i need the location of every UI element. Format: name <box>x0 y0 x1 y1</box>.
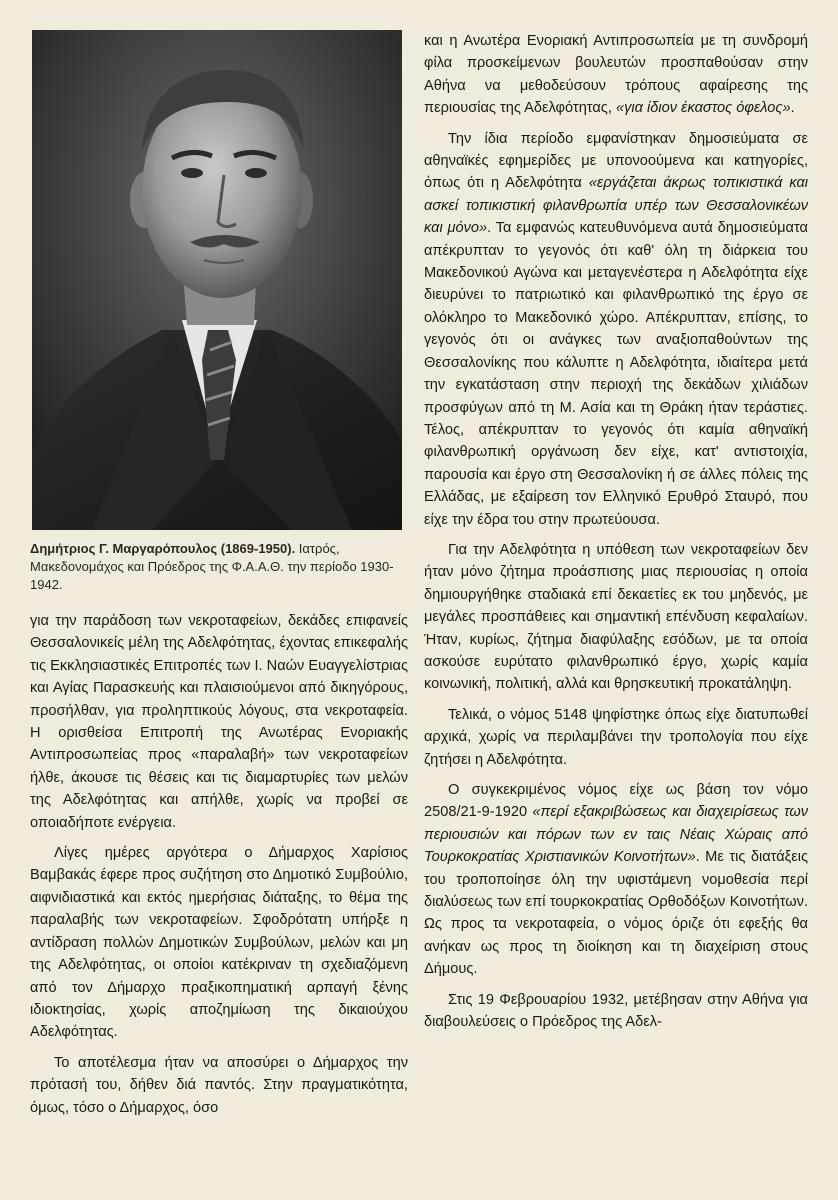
quote: «για ίδιον έκαστος όφελος» <box>615 100 791 117</box>
paragraph-text: . Με τις διατάξεις του τροποποίησε όλη την υφιστάμενη νομοθεσία περί διαλύσεως των επί τουρκοκρατίας Ορθοδόξων Κοινοτήτων. Ως προς τα νεκροταφεία, ο νόμος όριζε ότι εφεξής θα ανήκαν ως προς τη διοίκηση και τη διαχείριση στους Δήμους. <box>424 849 808 978</box>
paragraph <box>424 128 808 531</box>
left-column <box>30 30 408 1127</box>
paragraph-text: . Τα εμφανώς κατευθυνόμενα αυτά δημοσιεύματα απέκρυπταν το γεγονός ότι καθ' όλη τη διάρκεια του Μακεδονικού Αγώνα και μεταγενέστερα η Αδελφότητα είχε διευρύνει το πατριωτικό και φιλανθρωπικό της έργο σε ολόκληρο το Μακεδονικό χώρο. Απέκρυπταν, επίσης, το γεγονός ότι οι ανάγκες των αναξιοπαθούντων της Θεσσαλονίκης που κάλυπτε η Αδελφότητα, ιδιαίτερα μετά την εγκατάσταση στην περιοχή της δεκάδων χιλιάδων προσφύγων από τη Μ. Ασία και τη Θράκη ήταν τεράστιες. Τέλος, απέκρυπταν το γεγονός ότι καμία αθηναϊκή φιλανθρωπική οργάνωση δεν είχε, κατ' αντιστοιχία, παρουσία και έργο στη Θεσσαλονίκη ή σε άλλες πόλεις της Ελλάδας, με εξαίρεση τον Ελληνικό Ερυθρό Σταυρό, που είχε την έδρα του στην πρωτεύουσα. <box>424 220 808 528</box>
paragraph-text: Ο συγκεκριμένος νόμος είχε ως βάση τον νόμο 2508/21-9-1920 <box>424 782 808 821</box>
caption-description: Ιατρός, Μακεδονομάχος και Πρόεδρος της Φ.Α.Α.Θ. την περίοδο 1930-1942. <box>30 541 394 592</box>
left-body-text <box>30 610 408 1119</box>
paragraph-text: και η Ανωτέρα Ενοριακή Αντιπροσωπεία με τη συνδρομή φίλα προσκείμενων βουλευτών προσπαθούσαν στην Αθήνα να μεθοδεύσουν τρόπους αφαίρεσης της περιουσίας της Αδελφότητας, <box>424 33 808 117</box>
paragraph <box>424 779 808 981</box>
right-column <box>424 30 808 1041</box>
paragraph: Τελικά, ο νόμος 5148 ψηφίστηκε όπως είχε διατυπωθεί αρχικά, χωρίς να περιλαμβάνει την τροπολογία που είχε ζητήσει η Αδελφότητα. <box>424 706 808 768</box>
paragraph: για την παράδοση των νεκροταφείων, δεκάδες επιφανείς Θεσσαλονικείς μέλη της Αδελφότητας, έχοντας επικεφαλής τις Εκκλησιαστικές Επιτροπές των Ι. Ναών Ευαγγελίστριας και Αγίας Παρασκευής και πλαισιούμενοι από δικηγόρους, προσήλθαν, για προληπτικούς λόγους, στα νεκροταφεία. Η ορισθείσα Επιτροπή της Ανωτέρας Ενοριακής Αντιπροσωπείας προς «παραλαβή» των νεκροταφείων ήλθε, άκουσε τις θέσεις και τις διαμαρτυρίες των μελών της Αδελφότητας και απήλθε, χωρίς να προβεί σε οποιαδήποτε ενέργεια. <box>30 613 408 831</box>
paragraph-text: . <box>790 100 795 117</box>
paragraph: Στις 19 Φεβρουαρίου 1932, μετέβησαν στην Αθήνα για διαβουλεύσεις ο Πρόεδρος της Αδελ- <box>424 991 808 1031</box>
paragraph <box>424 30 808 120</box>
caption-name: Δημήτριος Γ. Μαργαρόπουλος (1869-1950). <box>30 541 296 556</box>
portrait-photo <box>32 30 402 530</box>
paragraph: Για την Αδελφότητα η υπόθεση των νεκροταφείων δεν ήταν μόνο ζήτημα προάσπισης μιας περιουσίας η οποία δημιουργήθηκε σταδιακά επί δεκαετίες εκ του μηδενός, με μεγάλες προσπάθειες και σημαντική επένδυση κεφαλαίων. Ήταν, κυρίως, ζήτημα διαφύλαξης εσόδων, με τα οποία ασκούσε ευρύτατο φιλανθρωπικό έργο, χωρίς καμία κοινωνική, πολιτική, αλλά και θρησκευτική προκατάληψη. <box>424 541 808 693</box>
paragraph: Λίγες ημέρες αργότερα ο Δήμαρχος Χαρίσιος Βαμβακάς έφερε προς συζήτηση στο Δημοτικό Συμβούλιο, αιφνιδιαστικά και εκτός ημερήσιας διάταξης, το θέμα της παραλαβής των νεκροταφείων. Σφοδρότατη υπήρξε η αντίδραση πολλών Δημοτικών Συμβούλων, μελών και μη της Αδελφότητας, οι οποίοι κατέκριναν τη σχεδιαζόμενη από τον Δήμαρχο πραξικοπηματική αρπαγή ξένης ιδιοκτησίας, χωρίς αποζημίωση της δικαιούχου Αδελφότητας. <box>30 845 408 1041</box>
paragraph-text: Την ίδια περίοδο εμφανίστηκαν δημοσιεύματα σε αθηναϊκές εφημερίδες με υπονοούμενα και κατηγορίες, όπως ότι η Αδελφότητα <box>424 130 808 192</box>
paragraph: Το αποτέλεσμα ήταν να αποσύρει ο Δήμαρχος την πρότασή του, δήθεν διά παντός. Στην πραγματικότητα, όμως, τόσο ο Δήμαρχος, όσο <box>30 1054 408 1116</box>
quote: «περί εξακριβώσεως και διαχειρίσεως των περιουσιών και πόρων των εν ταις Νέαις Χώραις από Τουρκοκρατίας Χριστιανικών Κοινοτήτων» <box>424 804 808 866</box>
portrait-illustration <box>32 30 402 530</box>
quote: «εργάζεται άκρως τοπικιστικά και ασκεί τοπικιστική φιλανθρωπία υπέρ των Θεσσαλονικέων και μόνο» <box>424 175 809 237</box>
photo-caption <box>30 540 408 594</box>
